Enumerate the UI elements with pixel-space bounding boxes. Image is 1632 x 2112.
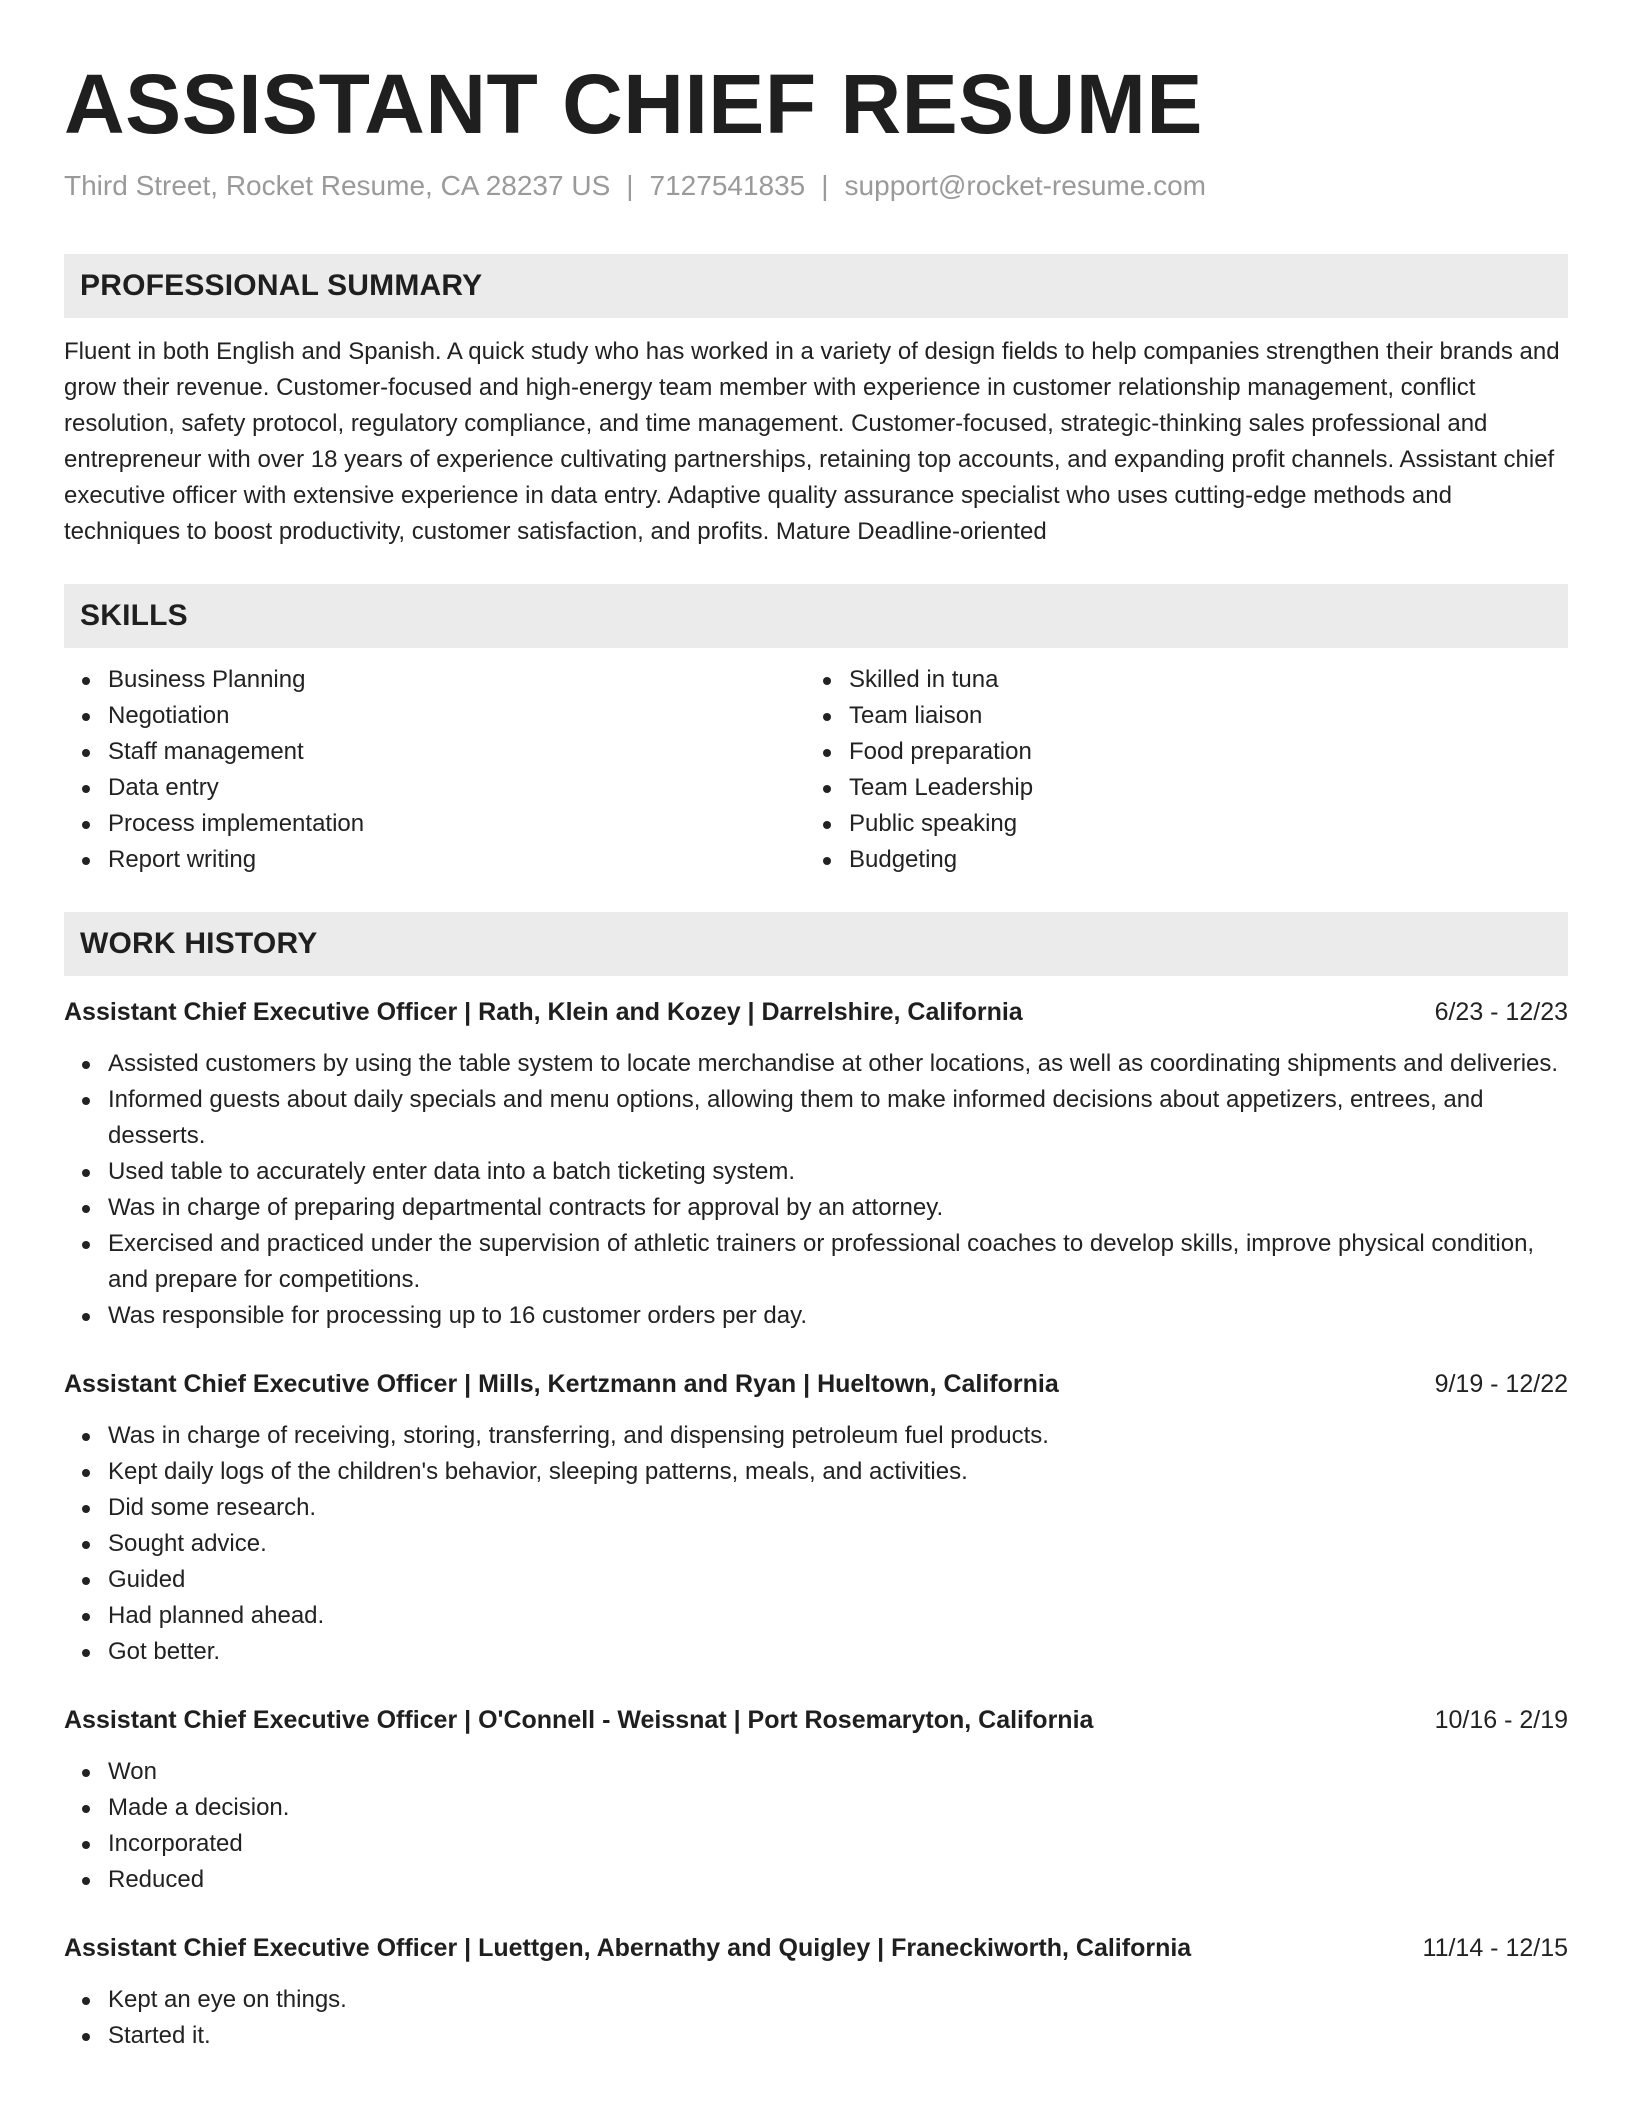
job-bullet: Got better. [108, 1634, 1568, 1670]
job-bullet: Was in charge of receiving, storing, transferring, and dispensing petroleum fuel products. [108, 1418, 1568, 1454]
skill-item: Negotiation [108, 698, 805, 734]
contact-separator: | [626, 170, 634, 201]
job-dates: 10/16 - 2/19 [1434, 1706, 1568, 1734]
skill-item: Budgeting [849, 842, 1546, 878]
job-header [64, 1702, 1568, 1738]
job-bullet: Guided [108, 1562, 1568, 1598]
job-bullet: Assisted customers by using the table system to locate merchandise at other locations, as well as coordinating shipments and deliveries. [108, 1046, 1568, 1082]
job-bullet: Had planned ahead. [108, 1598, 1568, 1634]
job-bullet: Exercised and practiced under the supervision of athletic trainers or professional coaches to develop skills, improve physical condition, and prepare for competitions. [108, 1226, 1568, 1298]
contact-email: support@rocket-resume.com [844, 170, 1206, 201]
job-bullet: Kept an eye on things. [108, 1982, 1568, 2018]
skills-column-right [805, 662, 1546, 878]
skill-item: Process implementation [108, 806, 805, 842]
job-bullet: Did some research. [108, 1490, 1568, 1526]
job-bullet: Sought advice. [108, 1526, 1568, 1562]
job-bullet: Made a decision. [108, 1790, 1568, 1826]
job-dates: 11/14 - 12/15 [1422, 1934, 1568, 1962]
job-header [64, 1930, 1568, 1966]
skill-item: Team Leadership [849, 770, 1546, 806]
skills-list [64, 662, 1568, 878]
contact-address: Third Street, Rocket Resume, CA 28237 US [64, 170, 611, 201]
contact-phone: 7127541835 [649, 170, 806, 201]
job-header [64, 994, 1568, 1030]
skill-item: Data entry [108, 770, 805, 806]
skills-column-left [64, 662, 805, 878]
skill-item: Skilled in tuna [849, 662, 1546, 698]
job-entry [64, 1366, 1568, 1670]
job-header [64, 1366, 1568, 1402]
job-bullet: Kept daily logs of the children's behavior, sleeping patterns, meals, and activities. [108, 1454, 1568, 1490]
skill-item: Public speaking [849, 806, 1546, 842]
job-bullet: Was in charge of preparing departmental contracts for approval by an attorney. [108, 1190, 1568, 1226]
work-history-heading: WORK HISTORY [64, 912, 1568, 976]
resume-title: ASSISTANT CHIEF RESUME [64, 57, 1203, 151]
job-bullet: Incorporated [108, 1826, 1568, 1862]
summary-heading: PROFESSIONAL SUMMARY [64, 254, 1568, 318]
job-entry [64, 1702, 1568, 1898]
job-dates: 6/23 - 12/23 [1434, 998, 1568, 1026]
contact-line [64, 168, 1568, 204]
job-bullet: Started it. [108, 2018, 1568, 2054]
job-bullet: Was responsible for processing up to 16 customer orders per day. [108, 1298, 1568, 1334]
skill-item: Report writing [108, 842, 805, 878]
job-bullets [64, 1418, 1568, 1670]
job-title: Assistant Chief Executive Officer | O'Connell - Weissnat | Port Rosemaryton, California [64, 1706, 1094, 1734]
job-entry [64, 994, 1568, 1334]
job-title: Assistant Chief Executive Officer | Mills, Kertzmann and Ryan | Hueltown, California [64, 1370, 1059, 1398]
job-bullets [64, 1754, 1568, 1898]
job-bullet: Informed guests about daily specials and menu options, allowing them to make informed decisions about appetizers, entrees, and desserts. [108, 1082, 1568, 1154]
job-title: Assistant Chief Executive Officer | Rath, Klein and Kozey | Darrelshire, California [64, 998, 1023, 1026]
skill-item: Team liaison [849, 698, 1546, 734]
skill-item: Staff management [108, 734, 805, 770]
job-bullet: Reduced [108, 1862, 1568, 1898]
job-bullet: Won [108, 1754, 1568, 1790]
skill-item: Food preparation [849, 734, 1546, 770]
job-title: Assistant Chief Executive Officer | Luettgen, Abernathy and Quigley | Franeckiworth, California [64, 1934, 1192, 1962]
skills-heading: SKILLS [64, 584, 1568, 648]
job-bullets [64, 1982, 1568, 2054]
skill-item: Business Planning [108, 662, 805, 698]
job-bullet: Used table to accurately enter data into a batch ticketing system. [108, 1154, 1568, 1190]
job-entry [64, 1930, 1568, 2054]
job-bullets [64, 1046, 1568, 1334]
summary-text: Fluent in both English and Spanish. A quick study who has worked in a variety of design fields to help companies strengthen their brands and grow their revenue. Customer-focused and high-energy team member with experience in customer relationship management, conflict resolution, safety protocol, regulatory compliance, and time management. Customer-focused, strategic-thinking sales professional and entrepreneur with over 18 years of experience cultivating partnerships, retaining top accounts, and expanding profit channels. Assistant chief executive officer with extensive experience in data entry. Adaptive quality assurance specialist who uses cutting-edge methods and techniques to boost productivity, customer satisfaction, and profits. Mature Deadline-oriented [64, 338, 1560, 545]
job-dates: 9/19 - 12/22 [1434, 1370, 1568, 1398]
contact-separator: | [821, 170, 829, 201]
